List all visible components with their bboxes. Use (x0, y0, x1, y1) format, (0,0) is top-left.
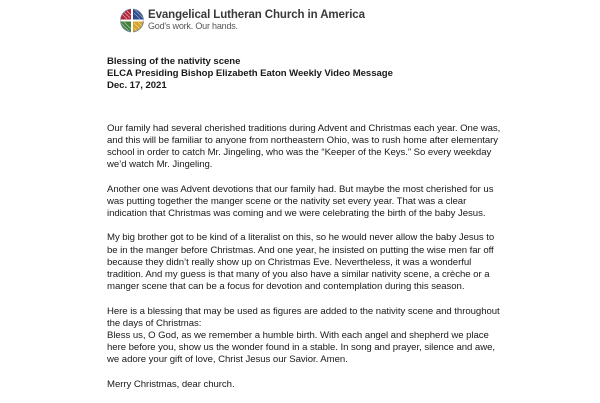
paragraph: My big brother got to be kind of a literalist on this, so he would never allow the baby Jesus to be in the manger before Christmas. And one year, he insisted on putting the wise men far off because they didn’t really show up on Christmas Eve. Nevertheless, it was a wonderful tradition. And my guess is that many of you also have a similar nativity scene, a crèche or a manger scene that can be a focus for devotion and contemplation during this season. (107, 232, 495, 293)
paragraph: Another one was Advent devotions that our family had. But maybe the most cherished for us was putting together the manger scene or the nativity set every year. That was a clear indication that Christmas was coming and we were celebrating the birth of the baby Jesus. (107, 183, 494, 220)
blessing-prayer: Bless us, O God, as we remember a humble birth. With each angel and shepherd we place here before you, show us the wonder found in a stable. In song and prayer, silence and awe, we adore your gift of love, Christ Jesus our Savior. Amen. (107, 330, 495, 366)
elca-cross-logo-icon (120, 7, 144, 34)
document (107, 56, 507, 403)
organization-name: Evangelical Lutheran Church in America (148, 8, 365, 21)
document-date: Dec. 17, 2021 (107, 80, 167, 92)
closing-greeting: Merry Christmas, dear church. (107, 378, 235, 390)
paragraph: Here is a blessing that may be used as figures are added to the nativity scene and throughout the days of Christmas: (107, 305, 500, 329)
paragraph: Our family had several cherished traditions during Advent and Christmas each year. One was, and this will be familiar to anyone from northeastern Ohio, was to rush home after elementary school in order to catch Mr. Jingeling, who was the “Keeper of the Keys.” So every weekday we’d watch Mr. Jingeling. (107, 122, 501, 171)
page-header (120, 7, 365, 34)
document-heading (107, 56, 507, 93)
organization-tagline: God's work. Our hands. (148, 21, 238, 32)
document-subtitle: ELCA Presiding Bishop Elizabeth Eaton Weekly Video Message (107, 68, 393, 80)
document-title: Blessing of the nativity scene (107, 56, 241, 67)
document-body (107, 123, 507, 391)
